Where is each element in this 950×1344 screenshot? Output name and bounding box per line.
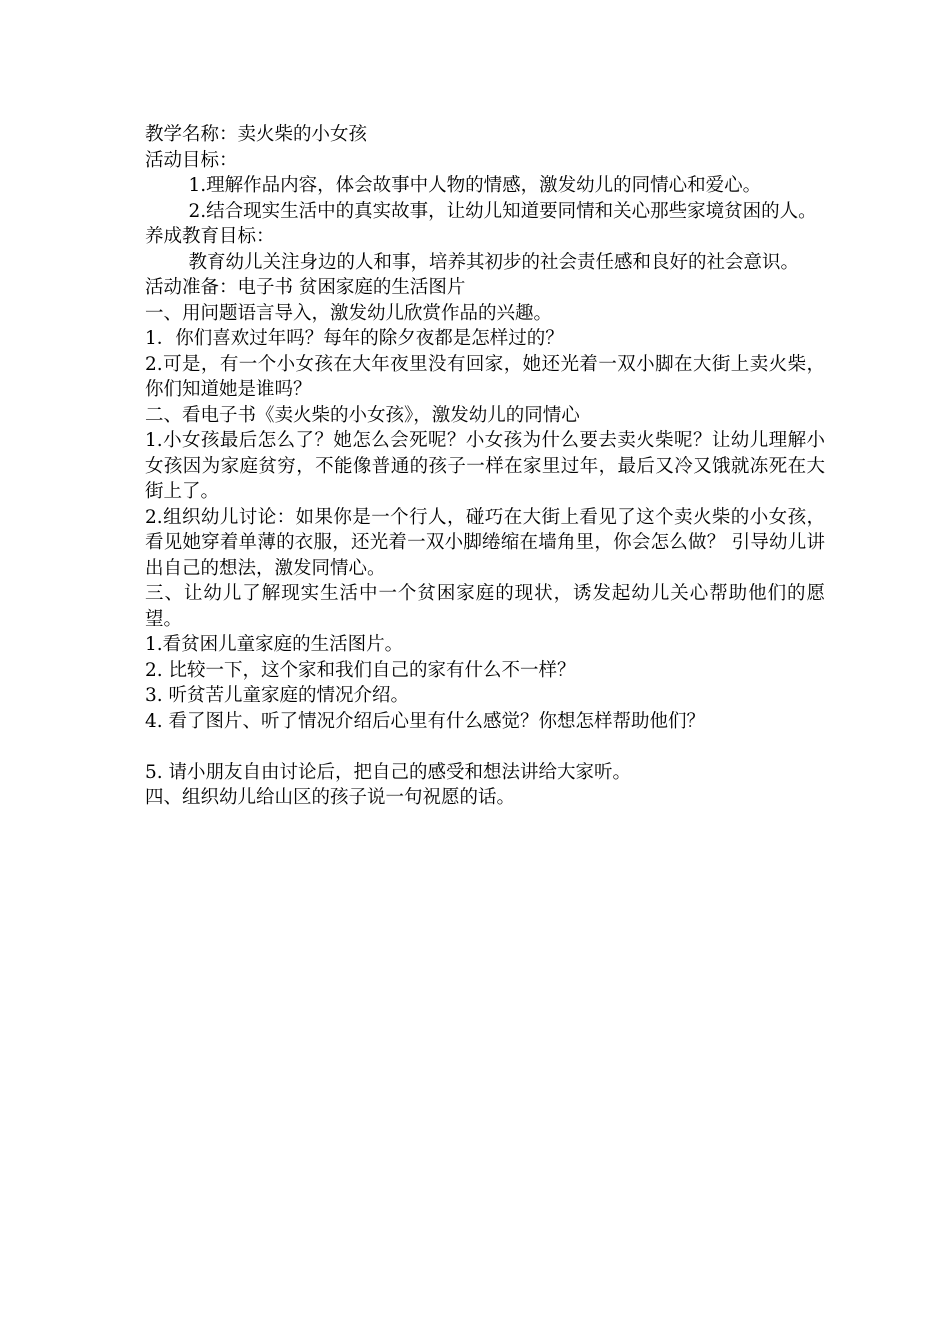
step-3-item-2: 2. 比较一下，这个家和我们自己的家有什么不一样？ xyxy=(145,659,576,681)
goals-heading: 活动目标： xyxy=(145,149,238,171)
activity-preparation: 活动准备：电子书 贫困家庭的生活图片 xyxy=(145,277,466,298)
goal-item-1: 1.理解作品内容，体会故事中人物的情感，激发幼儿的同情心和爱心。 xyxy=(188,175,762,196)
step-1-question-2: 2.可是，有一个小女孩在大年夜里没有回家，她还光着一双小脚在大街上卖火柴，你们知道她是谁吗？ xyxy=(145,353,825,400)
step-3-heading: 三、让幼儿了解现实生活中一个贫困家庭的现状，诱发起幼儿关心帮助他们的愿望。 xyxy=(145,583,825,630)
lesson-plan-body xyxy=(145,122,825,811)
step-4-heading: 四、组织幼儿给山区的孩子说一句祝愿的话。 xyxy=(145,787,516,808)
habit-goals-heading: 养成教育目标： xyxy=(145,226,275,247)
goal-item-2: 2.结合现实生活中的真实故事，让幼儿知道要同情和关心那些家境贫困的人。 xyxy=(188,200,817,222)
step-2-question-2: 2.组织幼儿讨论：如果你是一个行人，碰巧在大街上看见了这个卖火柴的小女孩，看见她穿着单薄的衣服，还光着一双小脚绻缩在墙角里，你会怎么做？ 引导幼儿讲出自己的想法，激发同情心。 xyxy=(145,506,825,579)
step-3-item-3: 3. 听贫苦儿童家庭的情况介绍。 xyxy=(145,685,410,706)
step-3-item-4: 4. 看了图片、听了情况介绍后心里有什么感觉？你想怎样帮助他们？ xyxy=(145,710,706,732)
step-1-heading: 一、用问题语言导入，激发幼儿欣赏作品的兴趣。 xyxy=(145,302,553,324)
step-2-heading: 二、看电子书《卖火柴的小女孩》，激发幼儿的同情心 xyxy=(145,404,580,426)
step-3-item-5: 5. 请小朋友自由讨论后，把自己的感受和想法讲给大家听。 xyxy=(145,761,632,783)
step-1-question-1: 1．你们喜欢过年吗？每年的除夕夜都是怎样过的？ xyxy=(145,328,564,349)
lesson-title: 教学名称：卖火柴的小女孩 xyxy=(145,124,368,145)
habit-goals-text: 教育幼儿关注身边的人和事，培养其初步的社会责任感和良好的社会意识。 xyxy=(188,251,799,273)
step-3-item-1: 1.看贫困儿童家庭的生活图片。 xyxy=(145,634,404,655)
blank-line xyxy=(145,734,825,760)
step-2-question-1: 1.小女孩最后怎么了？她怎么会死呢？小女孩为什么要去卖火柴呢？让幼儿理解小女孩因为家庭贫穷，不能像普通的孩子一样在家里过年，最后又冷又饿就冻死在大街上了。 xyxy=(145,430,825,502)
